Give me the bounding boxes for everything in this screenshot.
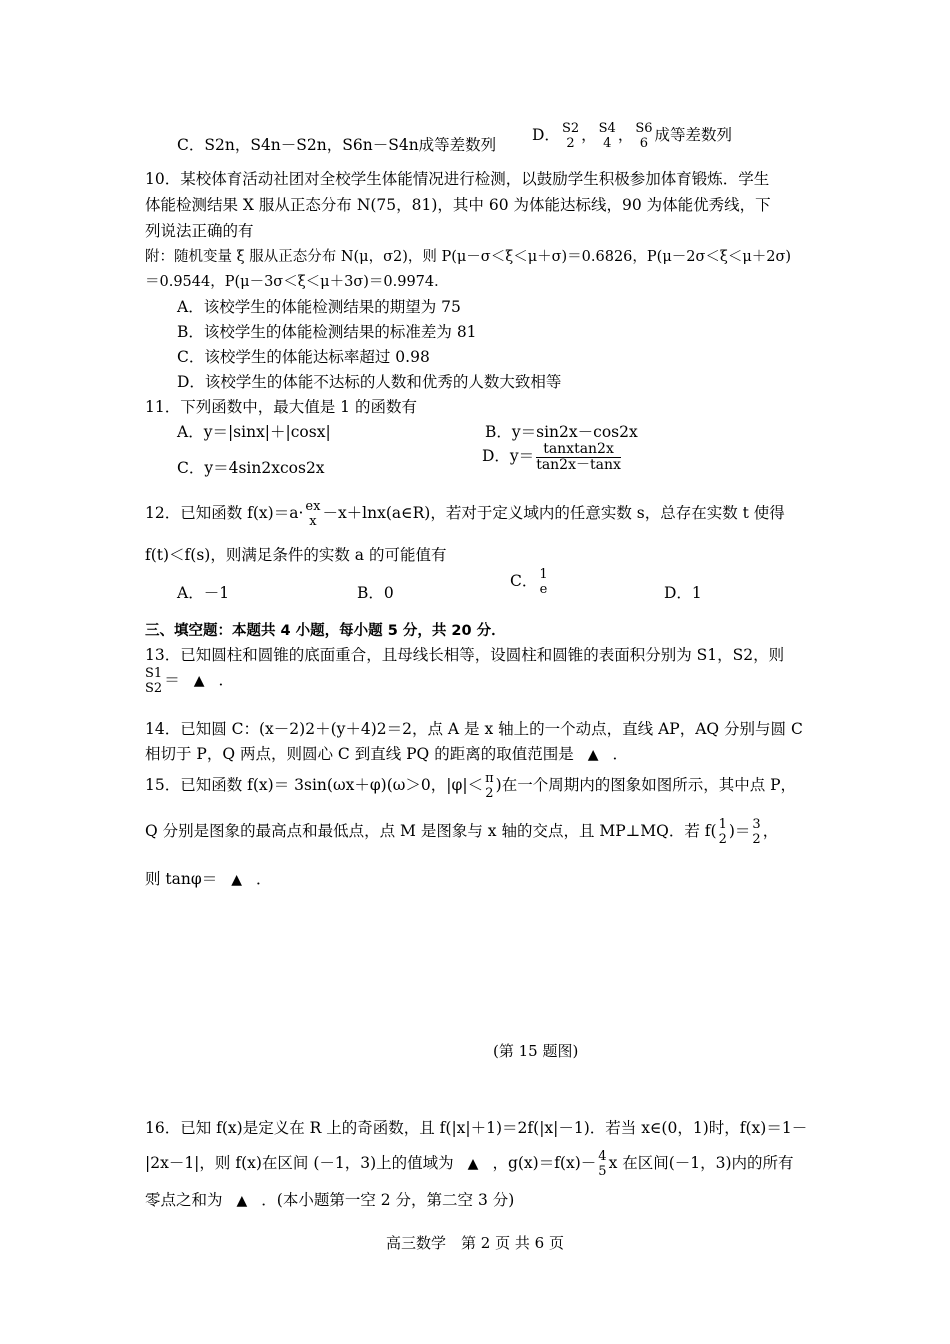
page-footer: 高三数学 第 2 页 共 6 页 (386, 1234, 564, 1252)
q13-stem-line-1: 13．已知圆柱和圆锥的底面重合，且母线长相等，设圆柱和圆锥的表面积分别为 S1，S2，则 (145, 646, 785, 664)
q14-answer-blank: ▲ (587, 747, 599, 763)
q10-note-line-1: 附：随机变量 ξ 服从正态分布 N(μ，σ2)，则 P(μ－σ＜ξ＜μ＋σ)＝0.6826，P(μ－2σ＜ξ＜μ＋2σ) (145, 249, 792, 265)
q11-option-b: B．y＝sin2x－cos2x (485, 423, 638, 441)
q10-option-d: D．该校学生的体能不达标的人数和优秀的人数大致相等 (177, 373, 562, 391)
q11-option-d (482, 442, 623, 472)
q11-d-fraction (536, 442, 621, 472)
frac-num: 3 (752, 817, 761, 832)
frac-den: 2 (566, 135, 575, 151)
section-3-heading: 三、填空题：本题共 4 小题，每小题 5 分，共 20 分． (145, 623, 506, 639)
q12-option-c (510, 568, 550, 596)
q10-note-line-2: ＝0.9544，P(μ－3σ＜ξ＜μ＋3σ)＝0.9974． (145, 274, 449, 290)
q11-option-d-label: D．y＝ (482, 447, 535, 466)
frac-den: tan2x－tanx (536, 456, 621, 473)
q13-end: ． (218, 671, 234, 690)
q16-stem-line-3 (145, 1188, 514, 1210)
q15-end: ． (256, 870, 272, 888)
q12-option-c-label: C． (510, 572, 538, 591)
q15-half-fraction (719, 818, 727, 846)
q15-stem-line-3 (145, 867, 272, 889)
q16-answer-blank-1: ▲ (467, 1156, 479, 1173)
q9-d-fraction-3 (635, 122, 652, 150)
q12-stem-b: －x＋lnx(a∈R)，若对于定义域内的任意实数 s，总存在实数 t 使得 (322, 504, 785, 523)
q9-d-fraction-1 (562, 122, 579, 150)
q15-pi-fraction (485, 772, 494, 800)
q10-option-c: C．该校学生的体能达标率超过 0.98 (177, 348, 430, 366)
q9-option-c: C．S2n，S4n－S2n，S6n－S4n成等差数列 (177, 136, 497, 154)
q16-line-3-a: 零点之和为 (145, 1191, 223, 1209)
frac-num: 4 (598, 1149, 607, 1164)
q14-stem-line-2 (145, 742, 628, 764)
q12-option-b: B．0 (357, 584, 394, 602)
q12-c-fraction (539, 568, 547, 596)
q9-d-fraction-2 (599, 122, 616, 150)
q15-line-3-text: 则 tanφ＝ (145, 870, 218, 888)
q9-option-d-suffix: 成等差数列 (654, 126, 733, 145)
frac-den: 2 (752, 831, 761, 847)
q11-option-c: C．y＝4sin2xcos2x (177, 459, 325, 477)
q14-end: ． (612, 745, 628, 763)
frac-den: 6 (639, 135, 649, 151)
q16-answer-blank-2: ▲ (236, 1193, 248, 1209)
q9-option-d: D． S2 2 ， S4 4 ， S6 6 成等差数列 (532, 121, 733, 151)
q9-option-d-label: D． (532, 126, 560, 145)
q15-stem-line-1 (145, 772, 796, 800)
q15-line-2-a: Q 分别是图象的最高点和最低点，点 M 是图象与 x 轴的交点，且 MP⊥MQ．若 f( (145, 822, 717, 841)
q15-value-fraction (752, 818, 760, 846)
q16-stem-line-1: 16．已知 f(x)是定义在 R 上的奇函数，且 f(|x|＋1)＝2f(|x|－1)．若当 x∈(0，1)时，f(x)＝1－ (145, 1119, 808, 1137)
q11-option-a: A．y＝|sinx|＋|cosx| (177, 423, 331, 441)
q13-answer-blank: ▲ (193, 673, 205, 690)
frac-num: tanxtan2x (536, 442, 621, 458)
q16-stem-line-2 (145, 1150, 794, 1178)
q16-line-2-b: ，g(x)＝f(x)－ (492, 1154, 597, 1173)
frac-num: S1 (145, 666, 163, 681)
q13-fraction (145, 667, 162, 695)
q15-stem-line-2 (145, 818, 778, 846)
q15-line-1-a: 15．已知函数 f(x)＝ 3sin(ωx＋φ)(ω＞0，|φ|＜ (145, 776, 484, 795)
q12-stem-a: 12．已知函数 f(x)＝a· (145, 504, 304, 523)
q16-line-2-a: |2x－1|，则 f(x)在区间 (－1，3)上的值域为 (145, 1154, 454, 1173)
q10-stem-line-1: 10．某校体育活动社团对全校学生体能情况进行检测，以鼓励学生积极参加体育锻炼．学生 (145, 170, 770, 188)
q12-fraction (305, 500, 320, 528)
q16-line-3-b: ．(本小题第一空 2 分，第二空 3 分) (261, 1191, 515, 1209)
frac-den: S2 (145, 680, 163, 696)
q13-equals: ＝ (164, 671, 180, 690)
frac-num: 1 (539, 567, 548, 582)
q15-line-1-b: )在一个周期内的图象如图所示，其中点 P， (495, 776, 797, 795)
q12-option-a: A．－1 (177, 584, 230, 602)
q10-stem-line-3: 列说法正确的有 (145, 222, 254, 240)
frac-den: 2 (485, 785, 494, 801)
frac-den: 2 (718, 831, 727, 847)
q11-stem: 11．下列函数中，最大值是 1 的函数有 (145, 398, 417, 416)
q15-line-2-c: ， (762, 822, 779, 841)
q15-line-2-b: )＝ (728, 822, 751, 841)
frac-den: 5 (598, 1163, 607, 1179)
q14-stem-line-1: 14．已知圆 C：(x－2)2＋(y＋4)2＝2，点 A 是 x 轴上的一个动点，直线 AP，AQ 分别与圆 C (145, 720, 803, 738)
frac-den: 4 (603, 135, 612, 151)
q10-option-b: B．该校学生的体能检测结果的标准差为 81 (177, 323, 477, 341)
q12-stem-line-1 (145, 500, 785, 528)
q12-option-d: D．1 (664, 584, 702, 602)
q10-stem-line-2: 体能检测结果 X 服从正态分布 N(75，81)，其中 60 为体能达标线，90 为体能优秀线，下 (145, 196, 771, 214)
q15-figure-caption: (第 15 题图) (493, 1042, 579, 1060)
frac-num: S4 (598, 121, 616, 136)
frac-den: e (539, 581, 548, 597)
q16-fraction (598, 1150, 606, 1178)
q16-line-2-c: x 在区间(－1，3)内的所有 (608, 1154, 794, 1173)
q13-stem-line-2 (145, 667, 234, 695)
frac-num: ex (305, 499, 321, 514)
frac-num: S6 (635, 121, 653, 136)
q14-stem-line-2-text: 相切于 P，Q 两点，则圆心 C 到直线 PQ 的距离的取值范围是 (145, 745, 574, 763)
frac-num: 1 (718, 817, 727, 832)
q10-option-a: A．该校学生的体能检测结果的期望为 75 (177, 298, 461, 316)
frac-num: S2 (561, 121, 580, 136)
q15-answer-blank: ▲ (231, 872, 243, 888)
q12-stem-line-2: f(t)＜f(s)，则满足条件的实数 a 的可能值有 (145, 546, 447, 564)
frac-den: x (309, 513, 317, 529)
frac-num: π (485, 771, 494, 786)
